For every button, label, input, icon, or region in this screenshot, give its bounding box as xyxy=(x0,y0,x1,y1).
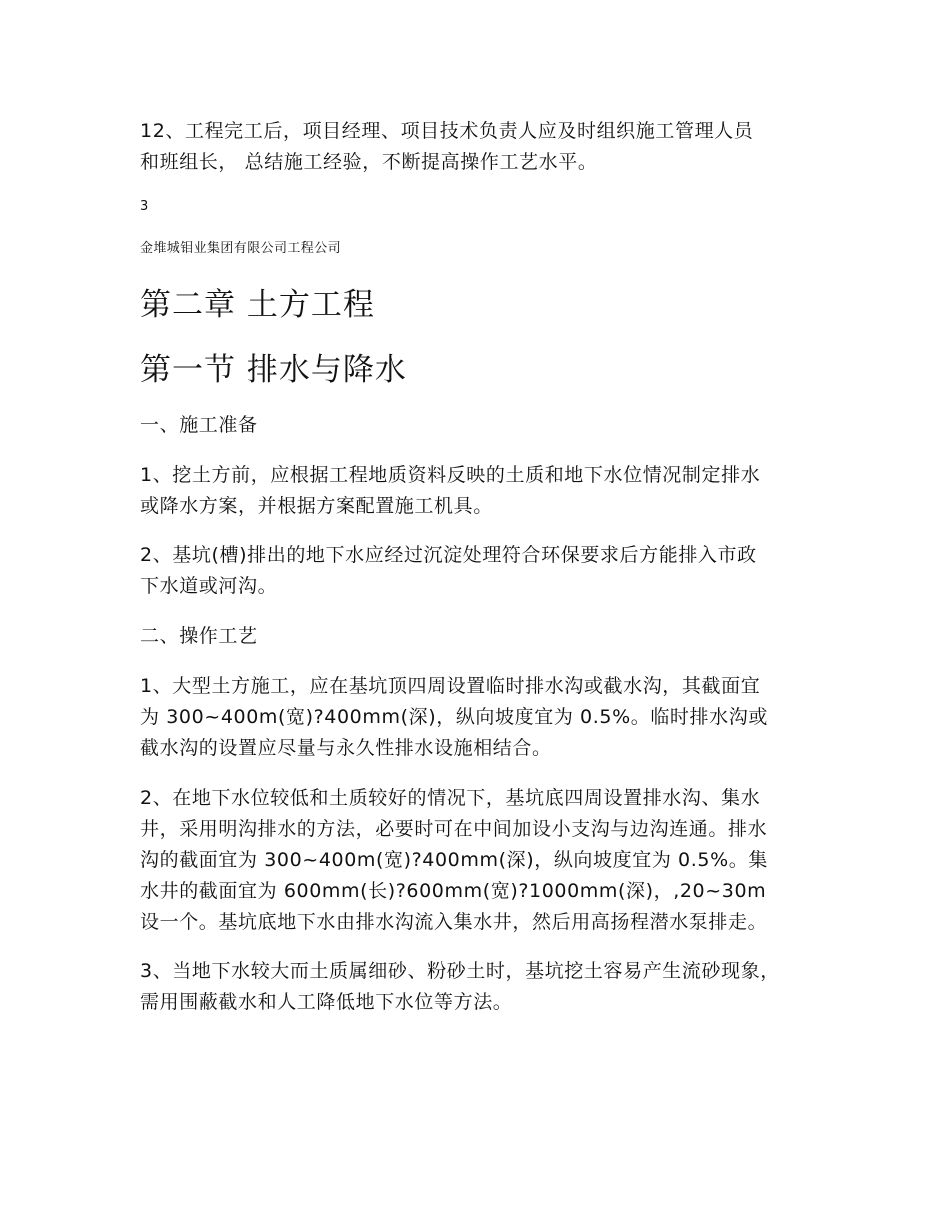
part1-item1-line2: 或降水方案，并根据方案配置施工机具。 xyxy=(140,495,493,517)
part2-item2-line2: 井，采用明沟排水的方法，必要时可在中间加设小支沟与边沟连通。排水 xyxy=(140,818,768,840)
company-header: 金堆城钼业集团有限公司工程公司 xyxy=(140,241,342,256)
part1-heading: 一、施工准备 xyxy=(140,414,258,436)
part2-item2-line4: 水井的截面宜为 600mm(长)?600mm(宽)?1000mm(深)，,20~30m xyxy=(140,880,767,902)
item-12-line-2: 和班组长， 总结施工经验，不断提高操作工艺水平。 xyxy=(140,151,598,173)
page-number: 3 xyxy=(140,199,149,214)
part2-item3-line2: 需用围蔽截水和人工降低地下水位等方法。 xyxy=(140,991,513,1013)
part2-heading: 二、操作工艺 xyxy=(140,625,258,647)
part1-item2-line1: 2、基坑(槽)排出的地下水应经过沉淀处理符合环保要求后方能排入市政 xyxy=(140,544,757,566)
part2-item3-line1: 3、当地下水较大而土质属细砂、粉砂土时，基坑挖土容易产生流砂现象， xyxy=(140,960,780,982)
part2-item2-line1: 2、在地下水位较低和土质较好的情况下，基坑底四周设置排水沟、集水 xyxy=(140,787,761,809)
part2-item1-line3: 截水沟的设置应尽量与永久性排水设施相结合。 xyxy=(140,737,552,759)
part1-item2-line2: 下水道或河沟。 xyxy=(140,575,278,597)
item-12-line-1: 12、工程完工后，项目经理、项目技术负责人应及时组织施工管理人员 xyxy=(140,120,754,142)
section-title: 第一节 排水与降水 xyxy=(140,352,407,388)
part2-item2-line5: 设一个。基坑底地下水由排水沟流入集水井，然后用高扬程潜水泵排走。 xyxy=(140,911,768,933)
chapter-title: 第二章 土方工程 xyxy=(140,287,375,323)
part2-item1-line2: 为 300~400m(宽)?400mm(深)，纵向坡度宜为 0.5%。临时排水沟或 xyxy=(140,706,768,728)
part2-item2-line3: 沟的截面宜为 300~400m(宽)?400mm(深)，纵向坡度宜为 0.5%。集 xyxy=(140,849,768,871)
part1-item1-line1: 1、挖土方前，应根据工程地质资料反映的土质和地下水位情况制定排水 xyxy=(140,464,761,486)
part2-item1-line1: 1、大型土方施工，应在基坑顶四周设置临时排水沟或截水沟，其截面宜 xyxy=(140,675,761,697)
